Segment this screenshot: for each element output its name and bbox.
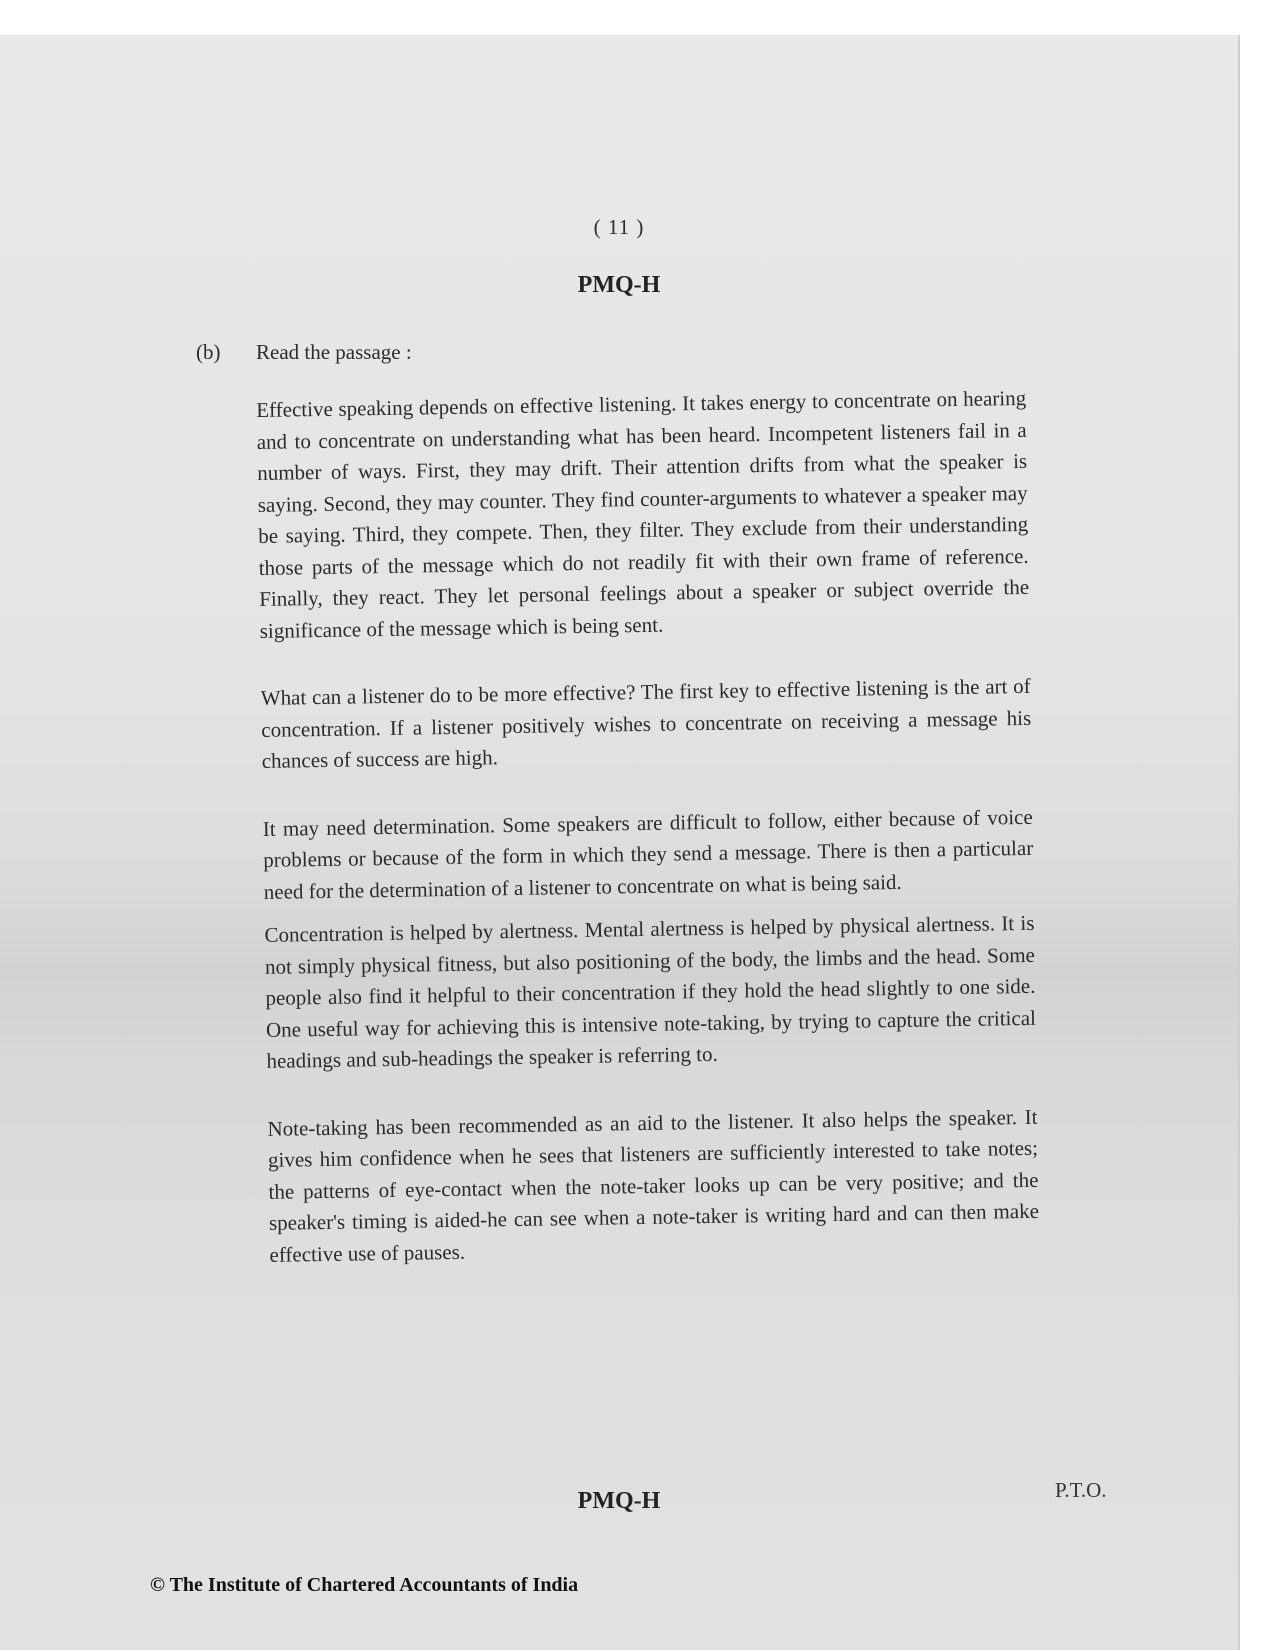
paper-code-header: PMQ-H (577, 272, 661, 298)
passage-paragraph-2: What can a listener do to be more effective? The first key to effective listening is the art of concentration. If a listener positively wishes to concentrate on receiving a message his chances of success are high. (260, 673, 1032, 773)
passage-paragraph-5: Note-taking has been recommended as an aid to the listener. It also helps the speaker. It gives him confidence when he sees that listeners are sufficiently interested to take notes; the patterns of eye-contact when the note-taker looks up can be very positive; and the speaker's timing is aided-he can see when a note-taker is writing hard and can then make effective use of pauses. (267, 1104, 1040, 1267)
passage-paragraph-1: Effective speaking depends on effective listening. It takes energy to concentrate on hearing and to concentrate on understanding what has been heard. Incompetent listeners fail in a number of ways. First, they may drift. Their attention drifts from what the speaker is saying. Second, they may counter. They find counter-arguments to whatever a speaker may be saying. Third, they compete. Then, they filter. They exclude from their understanding those parts of the message which do not readily fit with their own frame of reference. Finally, they react. They let personal feelings about a speaker or subject override the significance of the message which is being sent. (256, 385, 1030, 643)
passage-paragraph-3: It may need determination. Some speakers are difficult to follow, either because of voice problems or because of the form in which they send a message. There is then a particular need for the determination of a listener to concentrate on what is being said. (262, 804, 1034, 904)
question-intro: Read the passage : (256, 340, 412, 364)
copyright-notice: © The Institute of Chartered Accountants of India (150, 1574, 579, 1596)
passage (256, 383, 1040, 1307)
passage-paragraph-4: Concentration is helped by alertness. Mental alertness is helped by physical alertness. It is not simply physical fitness, but also positioning of the body, the limbs and the head. Some people also find it helpful to their concentration if they hold the head slightly to one side. One useful way for achieving this is intensive note-taking, by trying to capture the critical headings and sub-headings the speaker is referring to. (264, 910, 1037, 1073)
pto-label: P.T.O. (1055, 1478, 1107, 1502)
question-label: (b) (196, 340, 221, 364)
paper-code-footer: PMQ-H (577, 1488, 661, 1514)
page-number: ( 11 ) (593, 215, 645, 239)
